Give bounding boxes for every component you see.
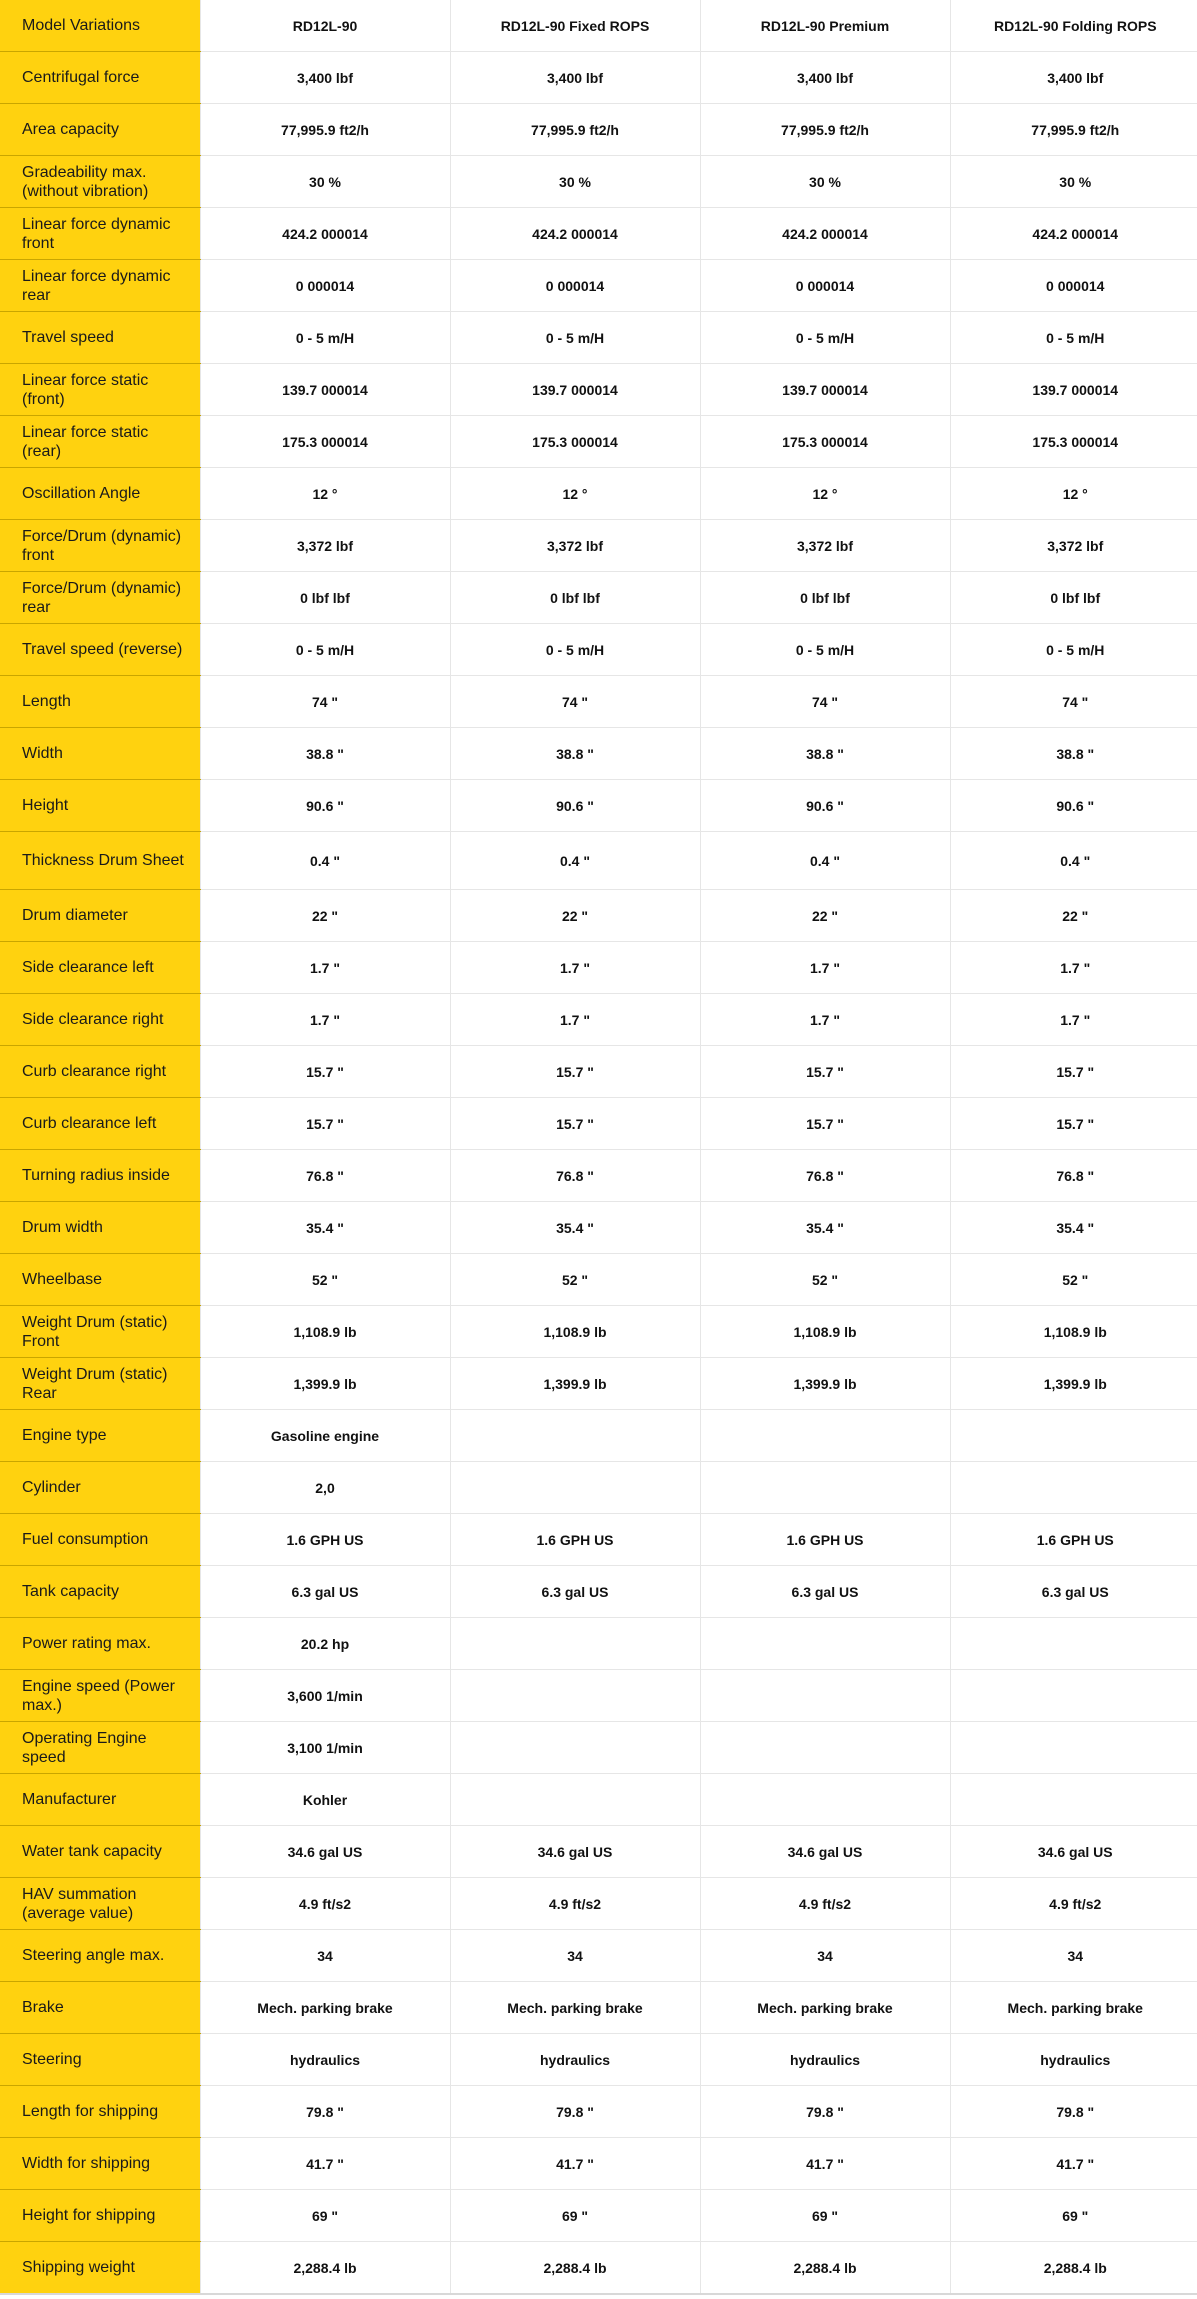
spec-value: 3,100 1/min [200, 1722, 450, 1774]
spec-label: Steering [0, 2034, 200, 2086]
spec-value: 1,108.9 lb [450, 1306, 700, 1358]
model-header: RD12L-90 Folding ROPS [950, 0, 1197, 52]
spec-value: 175.3 000014 [450, 416, 700, 468]
spec-value: 0.4 " [700, 832, 950, 890]
spec-row [0, 312, 1197, 364]
spec-label: Force/Drum (dynamic) rear [0, 572, 200, 624]
spec-label: Shipping weight [0, 2242, 200, 2295]
spec-value: 34.6 gal US [950, 1826, 1197, 1878]
spec-row [0, 104, 1197, 156]
spec-row [0, 994, 1197, 1046]
spec-label: Weight Drum (static) Rear [0, 1358, 200, 1410]
spec-value: 6.3 gal US [950, 1566, 1197, 1618]
spec-row [0, 624, 1197, 676]
spec-value: 90.6 " [450, 780, 700, 832]
spec-value: 139.7 000014 [950, 364, 1197, 416]
spec-label: Force/Drum (dynamic) front [0, 520, 200, 572]
spec-value: 52 " [950, 1254, 1197, 1306]
spec-label: Linear force static (rear) [0, 416, 200, 468]
spec-row [0, 1878, 1197, 1930]
spec-value: 34 [200, 1930, 450, 1982]
spec-value: 3,372 lbf [450, 520, 700, 572]
spec-value: 79.8 " [200, 2086, 450, 2138]
model-header: RD12L-90 [200, 0, 450, 52]
spec-value: 4.9 ft/s2 [700, 1878, 950, 1930]
spec-row [0, 1618, 1197, 1670]
spec-value: 1.6 GPH US [950, 1514, 1197, 1566]
spec-label: Width [0, 728, 200, 780]
spec-value: 4.9 ft/s2 [450, 1878, 700, 1930]
spec-value [950, 1722, 1197, 1774]
spec-value [450, 1722, 700, 1774]
spec-value: Mech. parking brake [450, 1982, 700, 2034]
spec-value: 1.7 " [200, 994, 450, 1046]
spec-label: Curb clearance right [0, 1046, 200, 1098]
spec-value: 0 - 5 m/H [950, 312, 1197, 364]
spec-value: 69 " [450, 2190, 700, 2242]
model-header: RD12L-90 Fixed ROPS [450, 0, 700, 52]
spec-value: 424.2 000014 [950, 208, 1197, 260]
spec-value: 3,372 lbf [950, 520, 1197, 572]
spec-value: 20.2 hp [200, 1618, 450, 1670]
spec-value: Gasoline engine [200, 1410, 450, 1462]
spec-value: 1,399.9 lb [700, 1358, 950, 1410]
spec-label: Side clearance right [0, 994, 200, 1046]
spec-label: Brake [0, 1982, 200, 2034]
spec-value: 424.2 000014 [450, 208, 700, 260]
spec-row [0, 468, 1197, 520]
spec-value: 3,600 1/min [200, 1670, 450, 1722]
spec-value [950, 1774, 1197, 1826]
spec-value: 90.6 " [950, 780, 1197, 832]
spec-value: 1.6 GPH US [200, 1514, 450, 1566]
spec-row [0, 156, 1197, 208]
spec-value: 1,399.9 lb [450, 1358, 700, 1410]
spec-value: 1,108.9 lb [200, 1306, 450, 1358]
spec-label: Area capacity [0, 104, 200, 156]
spec-label: Travel speed (reverse) [0, 624, 200, 676]
spec-row [0, 1150, 1197, 1202]
spec-value: 1,399.9 lb [950, 1358, 1197, 1410]
spec-row [0, 2034, 1197, 2086]
spec-value: 0 lbf lbf [450, 572, 700, 624]
spec-value [950, 1462, 1197, 1514]
spec-label: Drum diameter [0, 890, 200, 942]
spec-value: Mech. parking brake [950, 1982, 1197, 2034]
spec-value: 1.7 " [700, 942, 950, 994]
spec-value: 2,288.4 lb [450, 2242, 700, 2295]
spec-value: 34 [700, 1930, 950, 1982]
spec-value: 15.7 " [950, 1046, 1197, 1098]
spec-value: 74 " [200, 676, 450, 728]
spec-value: 3,400 lbf [450, 52, 700, 104]
spec-value: 76.8 " [450, 1150, 700, 1202]
spec-value: hydraulics [950, 2034, 1197, 2086]
spec-row [0, 1462, 1197, 1514]
spec-value: 74 " [950, 676, 1197, 728]
spec-value: 4.9 ft/s2 [950, 1878, 1197, 1930]
spec-value: 30 % [950, 156, 1197, 208]
spec-row [0, 416, 1197, 468]
spec-value: 6.3 gal US [700, 1566, 950, 1618]
spec-row [0, 1566, 1197, 1618]
spec-value: 77,995.9 ft2/h [450, 104, 700, 156]
spec-label: Water tank capacity [0, 1826, 200, 1878]
spec-label: Linear force dynamic front [0, 208, 200, 260]
spec-value: 15.7 " [200, 1046, 450, 1098]
spec-value: 0 - 5 m/H [450, 312, 700, 364]
spec-label: Centrifugal force [0, 52, 200, 104]
spec-row [0, 1254, 1197, 1306]
spec-value: 0.4 " [450, 832, 700, 890]
spec-label: Manufacturer [0, 1774, 200, 1826]
spec-value: 3,372 lbf [200, 520, 450, 572]
spec-value: 34.6 gal US [200, 1826, 450, 1878]
spec-value: 69 " [200, 2190, 450, 2242]
spec-row [0, 1306, 1197, 1358]
spec-value: 79.8 " [450, 2086, 700, 2138]
spec-row [0, 2242, 1197, 2295]
spec-row [0, 572, 1197, 624]
spec-value: 1.7 " [950, 994, 1197, 1046]
spec-label: HAV summation (average value) [0, 1878, 200, 1930]
spec-value: 69 " [950, 2190, 1197, 2242]
spec-value: 34.6 gal US [700, 1826, 950, 1878]
spec-row [0, 208, 1197, 260]
spec-value: 38.8 " [450, 728, 700, 780]
spec-value: 1.6 GPH US [450, 1514, 700, 1566]
spec-value: 0.4 " [200, 832, 450, 890]
spec-value: hydraulics [200, 2034, 450, 2086]
spec-value: 90.6 " [200, 780, 450, 832]
spec-value: 1.6 GPH US [700, 1514, 950, 1566]
spec-value: 6.3 gal US [450, 1566, 700, 1618]
header-label: Model Variations [0, 0, 200, 52]
spec-value: 424.2 000014 [700, 208, 950, 260]
spec-value: 0 lbf lbf [200, 572, 450, 624]
spec-value: 15.7 " [700, 1046, 950, 1098]
spec-value: 0 - 5 m/H [450, 624, 700, 676]
spec-value: 139.7 000014 [450, 364, 700, 416]
spec-value [450, 1774, 700, 1826]
spec-value [700, 1774, 950, 1826]
spec-value: 1.7 " [700, 994, 950, 1046]
spec-value [950, 1618, 1197, 1670]
spec-value: 1,108.9 lb [950, 1306, 1197, 1358]
spec-row [0, 1774, 1197, 1826]
spec-value: 15.7 " [200, 1098, 450, 1150]
spec-value: 15.7 " [950, 1098, 1197, 1150]
spec-label: Curb clearance left [0, 1098, 200, 1150]
spec-label: Turning radius inside [0, 1150, 200, 1202]
spec-value: 38.8 " [700, 728, 950, 780]
spec-value: 38.8 " [950, 728, 1197, 780]
spec-value: 52 " [450, 1254, 700, 1306]
spec-value: 35.4 " [200, 1202, 450, 1254]
spec-value: 2,0 [200, 1462, 450, 1514]
spec-row [0, 890, 1197, 942]
spec-value: 6.3 gal US [200, 1566, 450, 1618]
spec-value: 0 - 5 m/H [950, 624, 1197, 676]
spec-value: Mech. parking brake [200, 1982, 450, 2034]
spec-value: 0 000014 [700, 260, 950, 312]
spec-value: 139.7 000014 [700, 364, 950, 416]
model-header: RD12L-90 Premium [700, 0, 950, 52]
spec-value: 175.3 000014 [700, 416, 950, 468]
spec-label: Weight Drum (static) Front [0, 1306, 200, 1358]
spec-value: 22 " [950, 890, 1197, 942]
spec-value: 52 " [200, 1254, 450, 1306]
spec-value: 12 ° [200, 468, 450, 520]
spec-row [0, 1514, 1197, 1566]
spec-value: 0 000014 [950, 260, 1197, 312]
spec-value: 74 " [450, 676, 700, 728]
spec-value: 2,288.4 lb [700, 2242, 950, 2295]
spec-value: 34 [450, 1930, 700, 1982]
spec-row [0, 1046, 1197, 1098]
spec-row [0, 832, 1197, 890]
spec-row [0, 364, 1197, 416]
spec-label: Length [0, 676, 200, 728]
spec-value: 12 ° [950, 468, 1197, 520]
spec-value: 15.7 " [700, 1098, 950, 1150]
spec-label: Cylinder [0, 1462, 200, 1514]
spec-value: 4.9 ft/s2 [200, 1878, 450, 1930]
spec-label: Oscillation Angle [0, 468, 200, 520]
spec-value: 3,372 lbf [700, 520, 950, 572]
spec-value: 3,400 lbf [950, 52, 1197, 104]
spec-row [0, 942, 1197, 994]
spec-value: 0 000014 [450, 260, 700, 312]
spec-value: 79.8 " [950, 2086, 1197, 2138]
spec-value: 76.8 " [950, 1150, 1197, 1202]
spec-value: 1,108.9 lb [700, 1306, 950, 1358]
spec-value: 76.8 " [700, 1150, 950, 1202]
spec-value: 30 % [700, 156, 950, 208]
spec-row [0, 1982, 1197, 2034]
spec-value: 0 000014 [200, 260, 450, 312]
spec-row [0, 1410, 1197, 1462]
spec-row [0, 2138, 1197, 2190]
spec-value: 35.4 " [950, 1202, 1197, 1254]
spec-row [0, 1826, 1197, 1878]
spec-value: 41.7 " [450, 2138, 700, 2190]
spec-label: Tank capacity [0, 1566, 200, 1618]
spec-value: 424.2 000014 [200, 208, 450, 260]
spec-value: 12 ° [450, 468, 700, 520]
spec-row [0, 1930, 1197, 1982]
spec-value: 0 lbf lbf [950, 572, 1197, 624]
spec-value [700, 1410, 950, 1462]
spec-value: 30 % [200, 156, 450, 208]
spec-value: 0.4 " [950, 832, 1197, 890]
spec-value: 0 - 5 m/H [200, 624, 450, 676]
spec-value: 79.8 " [700, 2086, 950, 2138]
spec-value: 1.7 " [450, 942, 700, 994]
spec-value: Mech. parking brake [700, 1982, 950, 2034]
spec-row [0, 1098, 1197, 1150]
spec-row [0, 52, 1197, 104]
spec-label: Steering angle max. [0, 1930, 200, 1982]
spec-row [0, 1722, 1197, 1774]
spec-value: 22 " [450, 890, 700, 942]
spec-label: Width for shipping [0, 2138, 200, 2190]
spec-value: 76.8 " [200, 1150, 450, 1202]
spec-row [0, 1358, 1197, 1410]
spec-value: 0 - 5 m/H [700, 624, 950, 676]
spec-label: Power rating max. [0, 1618, 200, 1670]
spec-row [0, 676, 1197, 728]
spec-value [700, 1618, 950, 1670]
spec-label: Operating Engine speed [0, 1722, 200, 1774]
spec-value: Kohler [200, 1774, 450, 1826]
spec-value: 1.7 " [450, 994, 700, 1046]
spec-label: Fuel consumption [0, 1514, 200, 1566]
spec-value: 22 " [700, 890, 950, 942]
spec-value: 77,995.9 ft2/h [200, 104, 450, 156]
spec-value: hydraulics [450, 2034, 700, 2086]
spec-value: 175.3 000014 [950, 416, 1197, 468]
spec-value: hydraulics [700, 2034, 950, 2086]
spec-value: 0 lbf lbf [700, 572, 950, 624]
spec-value [450, 1462, 700, 1514]
spec-value [450, 1670, 700, 1722]
spec-value: 12 ° [700, 468, 950, 520]
spec-label: Wheelbase [0, 1254, 200, 1306]
spec-label: Travel speed [0, 312, 200, 364]
spec-value: 52 " [700, 1254, 950, 1306]
spec-label: Height for shipping [0, 2190, 200, 2242]
spec-row [0, 260, 1197, 312]
header-row [0, 0, 1197, 52]
spec-value: 90.6 " [700, 780, 950, 832]
spec-value: 1.7 " [950, 942, 1197, 994]
spec-row [0, 2190, 1197, 2242]
spec-value [450, 1618, 700, 1670]
spec-label: Height [0, 780, 200, 832]
spec-value: 3,400 lbf [200, 52, 450, 104]
spec-value: 0 - 5 m/H [200, 312, 450, 364]
spec-value: 1,399.9 lb [200, 1358, 450, 1410]
spec-value: 0 - 5 m/H [700, 312, 950, 364]
spec-value: 3,400 lbf [700, 52, 950, 104]
spec-value: 30 % [450, 156, 700, 208]
spec-label: Length for shipping [0, 2086, 200, 2138]
spec-value: 41.7 " [200, 2138, 450, 2190]
spec-label: Linear force static (front) [0, 364, 200, 416]
spec-label: Thickness Drum Sheet [0, 832, 200, 890]
spec-value: 139.7 000014 [200, 364, 450, 416]
spec-label: Engine speed (Power max.) [0, 1670, 200, 1722]
spec-value: 2,288.4 lb [950, 2242, 1197, 2295]
spec-row [0, 1202, 1197, 1254]
spec-label: Side clearance left [0, 942, 200, 994]
spec-value [450, 1410, 700, 1462]
spec-value: 22 " [200, 890, 450, 942]
spec-value: 69 " [700, 2190, 950, 2242]
spec-row [0, 780, 1197, 832]
spec-value: 2,288.4 lb [200, 2242, 450, 2295]
spec-value: 77,995.9 ft2/h [950, 104, 1197, 156]
spec-value: 1.7 " [200, 942, 450, 994]
spec-value: 38.8 " [200, 728, 450, 780]
spec-value: 34 [950, 1930, 1197, 1982]
spec-value: 74 " [700, 676, 950, 728]
spec-row [0, 520, 1197, 572]
spec-value: 41.7 " [950, 2138, 1197, 2190]
spec-row [0, 1670, 1197, 1722]
spec-value: 15.7 " [450, 1098, 700, 1150]
spec-value: 35.4 " [450, 1202, 700, 1254]
spec-label: Gradeability max. (without vibration) [0, 156, 200, 208]
spec-value: 175.3 000014 [200, 416, 450, 468]
spec-value: 15.7 " [450, 1046, 700, 1098]
spec-label: Drum width [0, 1202, 200, 1254]
spec-value [700, 1722, 950, 1774]
spec-value: 34.6 gal US [450, 1826, 700, 1878]
spec-label: Engine type [0, 1410, 200, 1462]
spec-value [700, 1462, 950, 1514]
spec-value: 77,995.9 ft2/h [700, 104, 950, 156]
spec-value: 35.4 " [700, 1202, 950, 1254]
spec-row [0, 728, 1197, 780]
spec-value: 41.7 " [700, 2138, 950, 2190]
spec-value [700, 1670, 950, 1722]
spec-label: Linear force dynamic rear [0, 260, 200, 312]
spec-row [0, 2086, 1197, 2138]
spec-value [950, 1670, 1197, 1722]
spec-value [950, 1410, 1197, 1462]
